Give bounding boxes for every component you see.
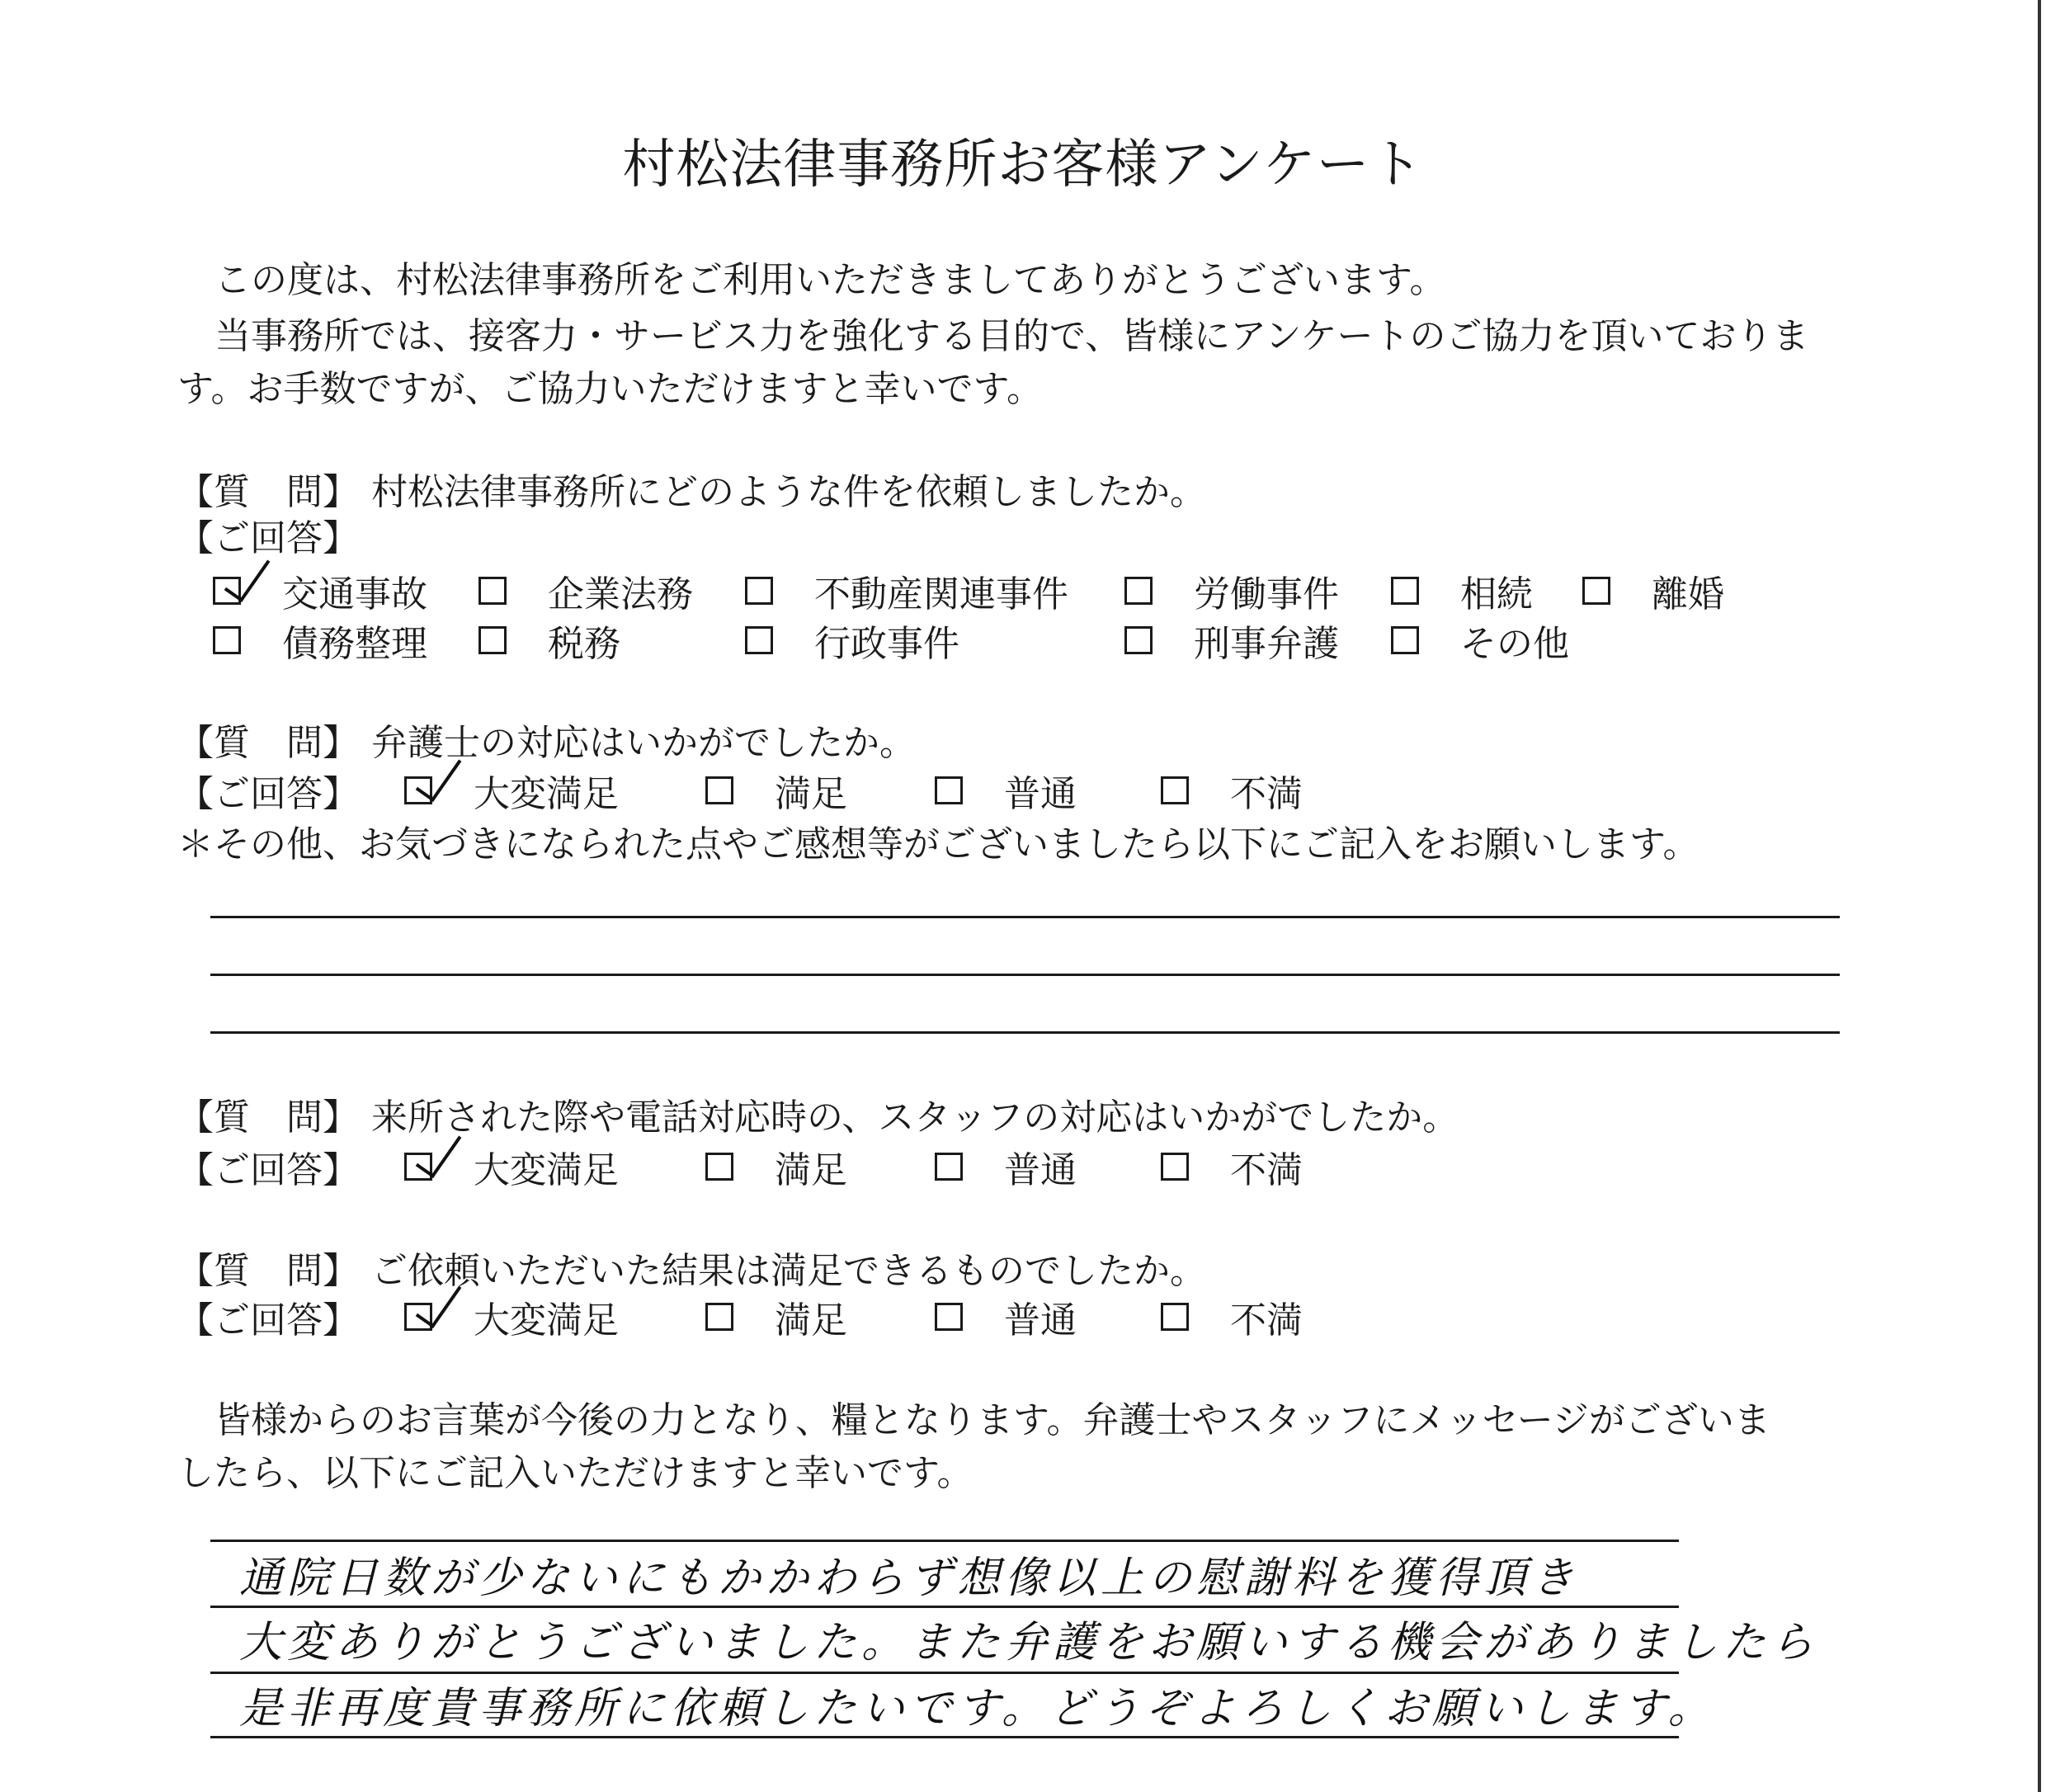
- closing-line-2: したら、以下にご記入いただけますと幸いです。: [177, 1452, 974, 1494]
- checkbox-checked[interactable]: [404, 1153, 432, 1181]
- scan-edge-line: [2038, 0, 2041, 1792]
- q1-option-inheritance[interactable]: [1391, 566, 1533, 615]
- intro-line-1: この度は、村松法律事務所をご利用いただきましてありがとうございます。: [214, 259, 1446, 301]
- q1-option-real-estate[interactable]: [745, 566, 1068, 615]
- handwritten-line-2: 大変ありがとうございました。また弁護をお願いする機会がありましたら: [239, 1618, 1819, 1667]
- q1-option-tax[interactable]: [478, 615, 620, 665]
- option-label: 不動産関連事件: [814, 573, 1068, 615]
- question-label: 【質 問】: [177, 1096, 359, 1139]
- q2-option-average[interactable]: [935, 766, 1077, 815]
- q1-option-criminal-defense[interactable]: [1124, 615, 1339, 665]
- checkbox[interactable]: [935, 776, 963, 804]
- option-label: 不満: [1230, 773, 1303, 815]
- q4-option-satisfied[interactable]: [705, 1292, 847, 1342]
- checkbox-checked[interactable]: [404, 776, 432, 804]
- handwritten-line-3: 是非再度貴事務所に依頼したいです。どうぞよろしくお願いします。: [239, 1684, 1716, 1733]
- message-line-top: [210, 1540, 1679, 1542]
- checkbox[interactable]: [935, 1303, 963, 1331]
- q1-option-administrative[interactable]: [745, 615, 959, 665]
- q4-answer-row: [177, 1292, 1992, 1342]
- message-line-3[interactable]: [210, 1736, 1679, 1738]
- handwritten-line-1: 通院日数が少ないにもかかわらず想像以上の慰謝料を獲得頂き: [239, 1554, 1580, 1603]
- question-label: 【質 問】: [177, 471, 359, 513]
- intro-line-2: 当事務所では、接客力・サービス力を強化する目的で、皆様にアンケートのご協力を頂いておりま: [214, 315, 1809, 357]
- option-label: 不満: [1230, 1149, 1303, 1191]
- q1-option-debt[interactable]: [213, 615, 427, 665]
- q1-option-divorce[interactable]: [1582, 566, 1724, 615]
- q2-question-row: [177, 714, 916, 764]
- option-label: 刑事弁護: [1194, 623, 1339, 665]
- checkbox[interactable]: [1161, 1303, 1189, 1331]
- checkbox[interactable]: [1391, 577, 1419, 605]
- checkbox[interactable]: [478, 626, 507, 654]
- option-label: 相続: [1460, 573, 1533, 615]
- q3-question-row: [177, 1089, 1459, 1139]
- comment-note: ＊その他、お気づきになられた点やご感想等がございましたら以下にご記入をお願いします。: [177, 823, 1700, 865]
- comment-line-3[interactable]: [210, 1031, 1840, 1034]
- q1-options-row-1: [213, 566, 2028, 615]
- option-label: 満足: [775, 1149, 847, 1191]
- option-label: 普通: [1004, 1149, 1077, 1191]
- checkbox[interactable]: [935, 1153, 963, 1181]
- option-label: 交通事故: [282, 573, 427, 615]
- page-title: 村松法律事務所お客様アンケート: [622, 134, 1424, 196]
- checkbox[interactable]: [1582, 577, 1610, 605]
- q1-option-corporate-law[interactable]: [478, 566, 693, 615]
- checkbox[interactable]: [478, 577, 507, 605]
- q2-question-text: 弁護士の対応はいかがでしたか。: [371, 722, 916, 764]
- q1-answer-label-row: [177, 510, 359, 559]
- checkbox[interactable]: [1391, 626, 1419, 654]
- q2-option-very-satisfied[interactable]: [404, 766, 619, 815]
- q3-option-very-satisfied[interactable]: [404, 1142, 619, 1191]
- q4-question-text: ご依頼いただいた結果は満足できるものでしたか。: [371, 1250, 1206, 1292]
- checkbox[interactable]: [745, 626, 773, 654]
- q2-answer-row: [177, 766, 1992, 815]
- q4-question-row: [177, 1243, 1206, 1292]
- comment-line-1[interactable]: [210, 916, 1840, 918]
- q1-question-text: 村松法律事務所にどのような件を依頼しましたか。: [371, 471, 1206, 513]
- q3-option-satisfied[interactable]: [705, 1142, 847, 1191]
- q4-option-dissatisfied[interactable]: [1161, 1292, 1303, 1342]
- q1-question-row: [177, 464, 1206, 513]
- option-label: 労働事件: [1194, 573, 1339, 615]
- checkbox[interactable]: [705, 1153, 733, 1181]
- option-label: 大変満足: [474, 773, 619, 815]
- answer-label: 【ご回答】: [177, 1299, 359, 1342]
- comment-line-2[interactable]: [210, 974, 1840, 976]
- option-label: 満足: [775, 1299, 847, 1342]
- answer-label: 【ご回答】: [177, 517, 359, 559]
- option-label: 普通: [1004, 1299, 1077, 1342]
- option-label: 税務: [548, 623, 620, 665]
- q4-option-average[interactable]: [935, 1292, 1077, 1342]
- option-label: 債務整理: [282, 623, 427, 665]
- option-label: 行政事件: [814, 623, 959, 665]
- checkbox[interactable]: [213, 626, 241, 654]
- checkbox[interactable]: [1124, 577, 1153, 605]
- q2-option-dissatisfied[interactable]: [1161, 766, 1303, 815]
- option-label: 大変満足: [474, 1149, 619, 1191]
- answer-label: 【ご回答】: [177, 1149, 359, 1191]
- option-label: 不満: [1230, 1299, 1303, 1342]
- q4-option-very-satisfied[interactable]: [404, 1292, 619, 1342]
- checkbox[interactable]: [1161, 1153, 1189, 1181]
- checkbox-checked[interactable]: [404, 1303, 432, 1331]
- checkbox[interactable]: [1161, 776, 1189, 804]
- q3-answer-row: [177, 1142, 1992, 1191]
- q1-options-row-2: [213, 615, 2028, 665]
- q3-option-average[interactable]: [935, 1142, 1077, 1191]
- q2-option-satisfied[interactable]: [705, 766, 847, 815]
- q3-question-text: 来所された際や電話対応時の、スタッフの対応はいかがでしたか。: [371, 1096, 1459, 1139]
- q1-option-labor[interactable]: [1124, 566, 1339, 615]
- option-label: 離婚: [1652, 573, 1724, 615]
- closing-line-1: 皆様からのお言葉が今後の力となり、糧となります。弁護士やスタッフにメッセージがございま: [214, 1399, 1770, 1441]
- checkbox[interactable]: [705, 776, 733, 804]
- checkbox[interactable]: [745, 577, 773, 605]
- q3-option-dissatisfied[interactable]: [1161, 1142, 1303, 1191]
- option-label: その他: [1460, 623, 1569, 665]
- intro-line-3: す。お手数ですが、ご協力いただけますと幸いです。: [177, 368, 1043, 410]
- question-label: 【質 問】: [177, 722, 359, 764]
- answer-label: 【ご回答】: [177, 773, 359, 815]
- option-label: 企業法務: [548, 573, 693, 615]
- checkbox[interactable]: [705, 1303, 733, 1331]
- option-label: 大変満足: [474, 1299, 619, 1342]
- checkbox[interactable]: [1124, 626, 1153, 654]
- checkbox-checked[interactable]: [213, 577, 241, 605]
- q1-option-traffic-accident[interactable]: [213, 566, 427, 615]
- question-label: 【質 問】: [177, 1250, 359, 1292]
- q1-option-other[interactable]: [1391, 615, 1569, 665]
- option-label: 普通: [1004, 773, 1077, 815]
- option-label: 満足: [775, 773, 847, 815]
